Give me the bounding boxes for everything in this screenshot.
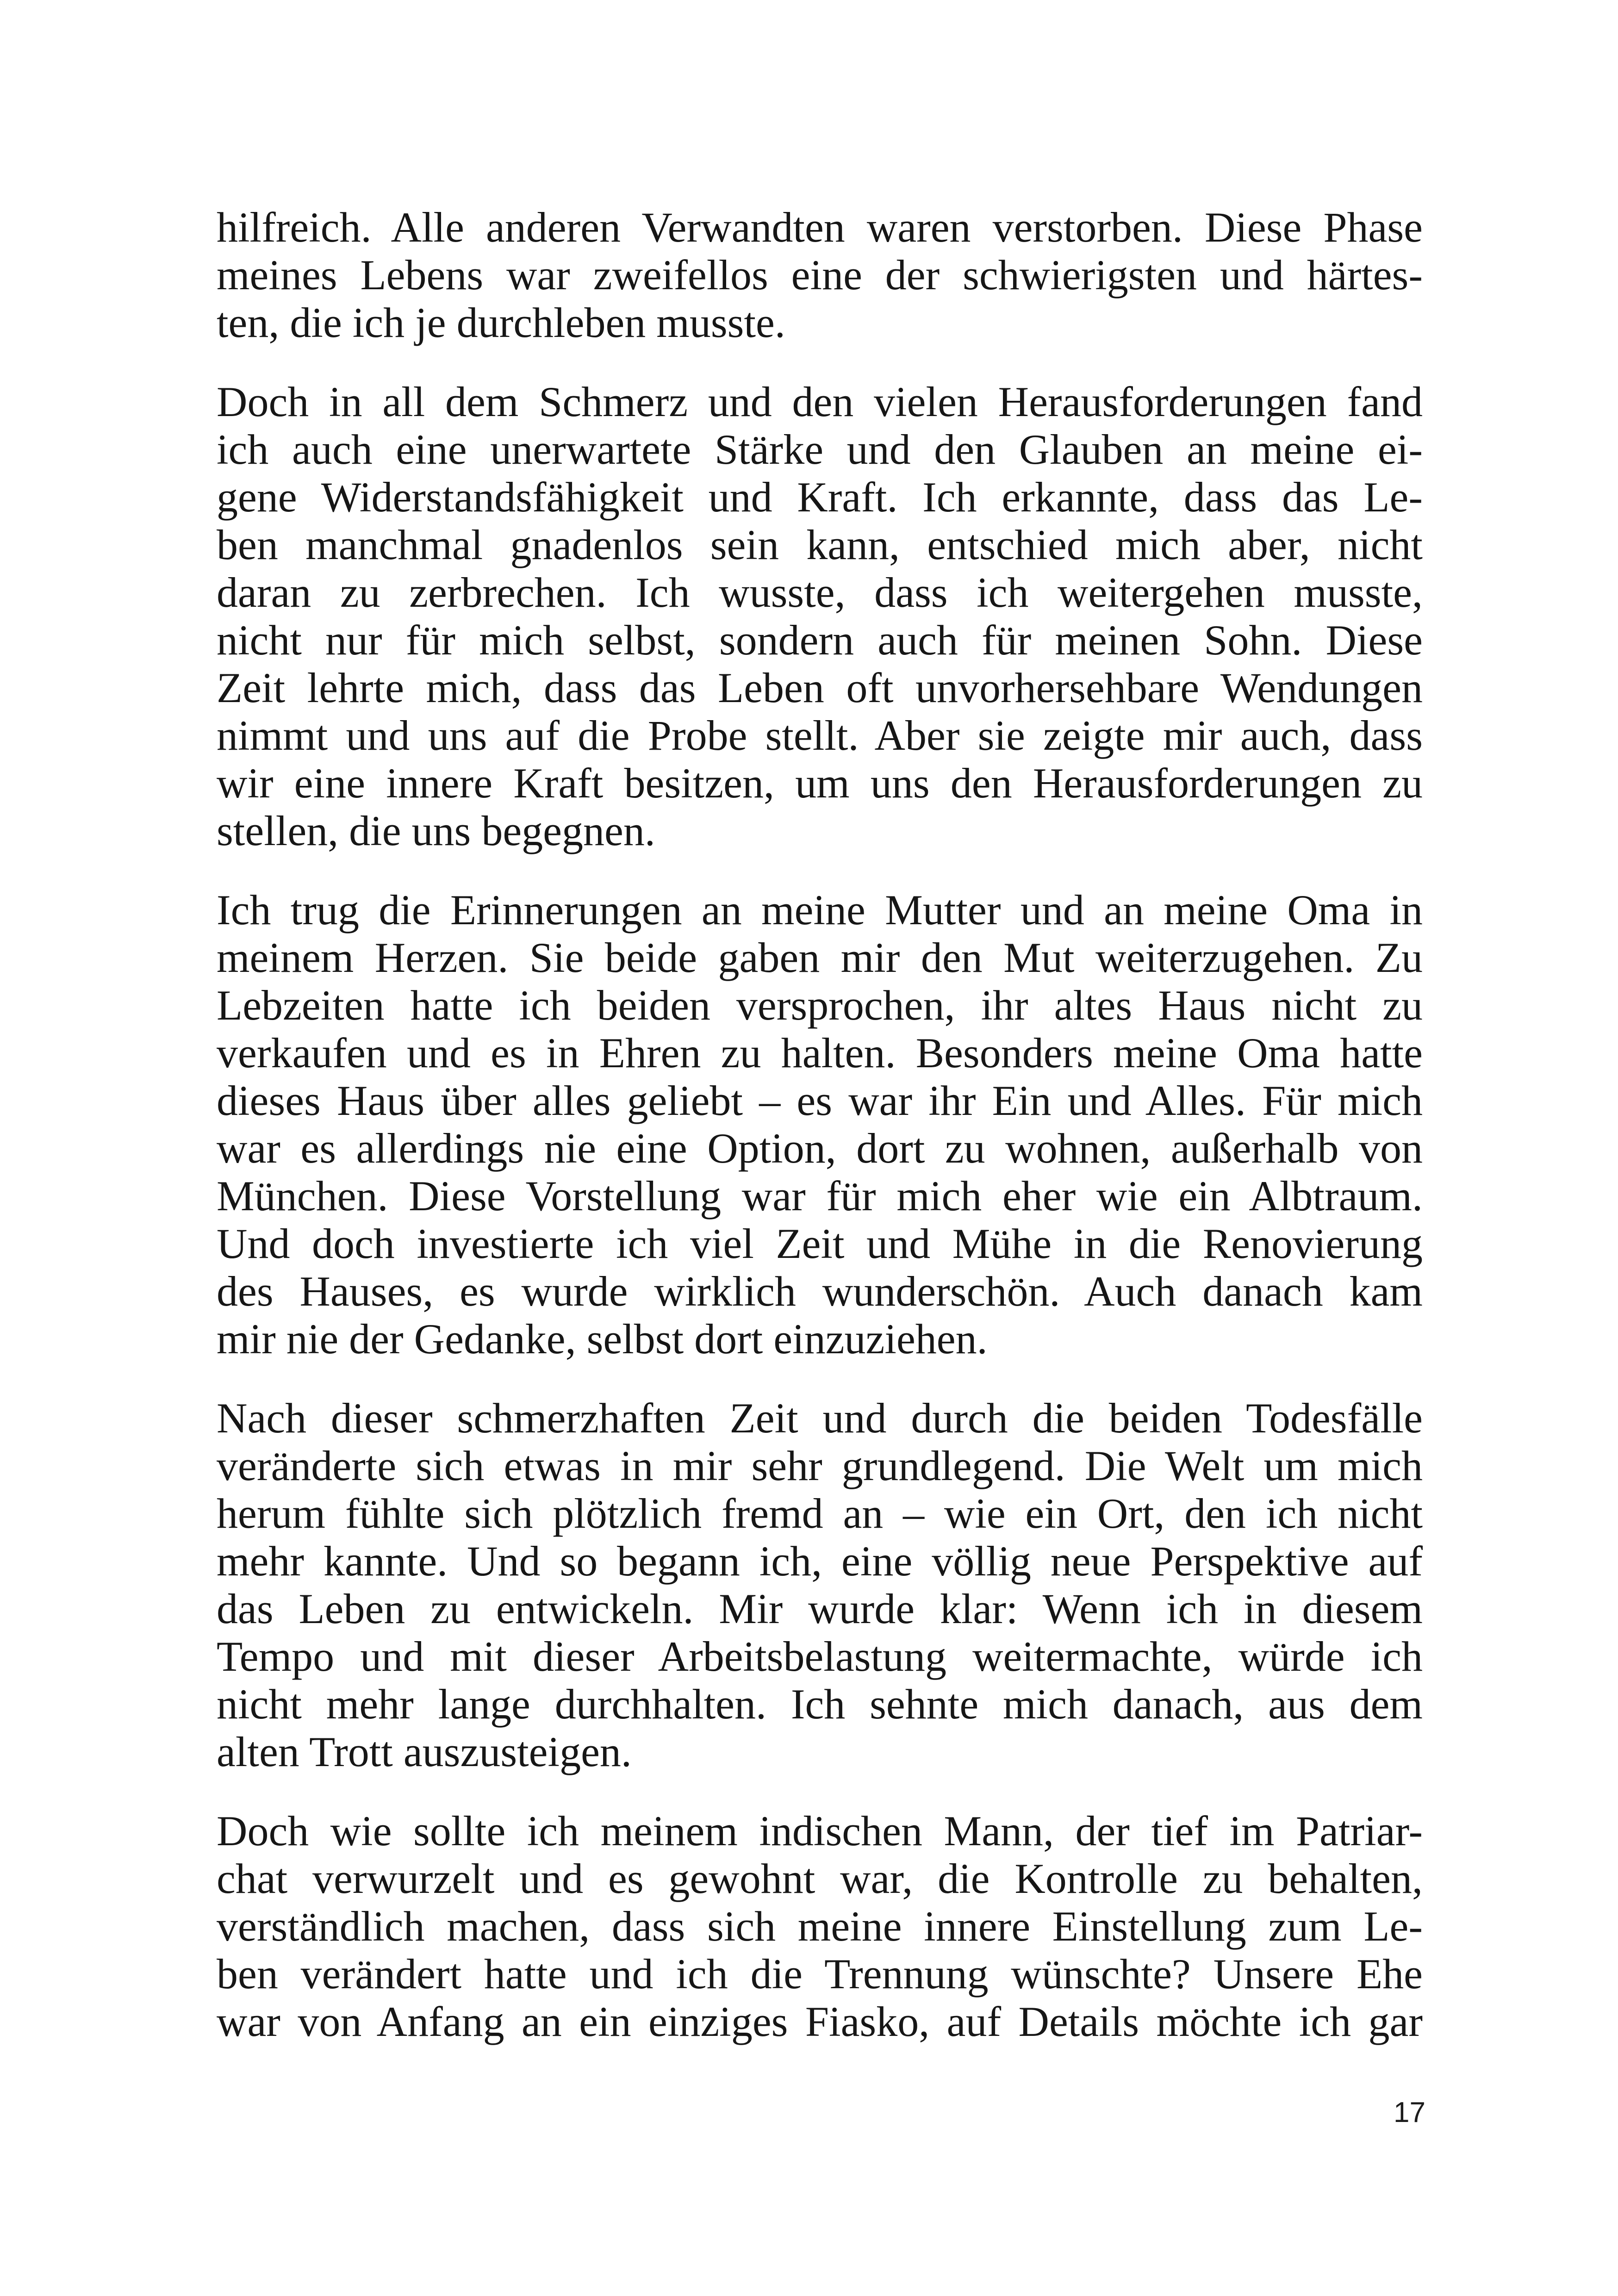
text-line: Zeit lehrte mich, dass das Leben oft unvorhersehbare Wendungen bbox=[217, 664, 1423, 711]
paragraph bbox=[217, 378, 1423, 855]
page-number: 17 bbox=[1394, 2097, 1425, 2128]
text-line: ben verändert hatte und ich die Trennung wünschte? Unsere Ehe bbox=[217, 1950, 1423, 1997]
text-line: hilfreich. Alle anderen Verwandten waren verstorben. Diese Phase bbox=[217, 204, 1423, 251]
paragraph bbox=[217, 1807, 1423, 2046]
text-line: verständlich machen, dass sich meine innere Einstellung zum Le- bbox=[217, 1903, 1423, 1950]
text-line: dieses Haus über alles geliebt – es war ihr Ein und Alles. Für mich bbox=[217, 1077, 1423, 1124]
text-line: Lebzeiten hatte ich beiden versprochen, ihr altes Haus nicht zu bbox=[217, 982, 1423, 1029]
text-line: Doch wie sollte ich meinem indischen Mann, der tief im Patriar- bbox=[217, 1807, 1423, 1854]
text-line: verkaufen und es in Ehren zu halten. Besonders meine Oma hatte bbox=[217, 1029, 1423, 1076]
text-line: mir nie der Gedanke, selbst dort einzuziehen. bbox=[217, 1315, 988, 1363]
text-line: nimmt und uns auf die Probe stellt. Aber sie zeigte mir auch, dass bbox=[217, 712, 1423, 759]
text-line: meines Lebens war zweifellos eine der schwierigsten und härtes- bbox=[217, 251, 1423, 299]
paragraph bbox=[217, 886, 1423, 1363]
text-line: herum fühlte sich plötzlich fremd an – wie ein Ort, den ich nicht bbox=[217, 1490, 1423, 1537]
text-line: München. Diese Vorstellung war für mich eher wie ein Albtraum. bbox=[217, 1172, 1423, 1220]
text-line: Tempo und mit dieser Arbeitsbelastung weitermachte, würde ich bbox=[217, 1633, 1423, 1680]
text-line: mehr kannte. Und so begann ich, eine völlig neue Perspektive auf bbox=[217, 1537, 1423, 1585]
text-line: Ich trug die Erinnerungen an meine Mutter und an meine Oma in bbox=[217, 886, 1423, 933]
text-line: veränderte sich etwas in mir sehr grundlegend. Die Welt um mich bbox=[217, 1442, 1423, 1489]
text-line: das Leben zu entwickeln. Mir wurde klar: Wenn ich in diesem bbox=[217, 1585, 1423, 1632]
text-line: alten Trott auszusteigen. bbox=[217, 1728, 632, 1775]
text-line: nicht mehr lange durchhalten. Ich sehnte mich danach, aus dem bbox=[217, 1680, 1423, 1728]
text-line: Und doch investierte ich viel Zeit und Mühe in die Renovierung bbox=[217, 1220, 1423, 1267]
text-line: Nach dieser schmerzhaften Zeit und durch die beiden Todesfälle bbox=[217, 1394, 1423, 1442]
text-line: chat verwurzelt und es gewohnt war, die Kontrolle zu behalten, bbox=[217, 1855, 1423, 1902]
page-body bbox=[217, 204, 1423, 2077]
text-line: daran zu zerbrechen. Ich wusste, dass ich weitergehen musste, bbox=[217, 569, 1423, 616]
text-line: war es allerdings nie eine Option, dort zu wohnen, außerhalb von bbox=[217, 1125, 1423, 1172]
paragraph bbox=[217, 204, 1423, 347]
text-line: ben manchmal gnadenlos sein kann, entschied mich aber, nicht bbox=[217, 521, 1423, 568]
text-line: ten, die ich je durchleben musste. bbox=[217, 299, 785, 346]
text-line: stellen, die uns begegnen. bbox=[217, 807, 655, 854]
text-line: des Hauses, es wurde wirklich wunderschön. Auch danach kam bbox=[217, 1268, 1423, 1315]
text-line: nicht nur für mich selbst, sondern auch für meinen Sohn. Diese bbox=[217, 616, 1423, 664]
text-line: meinem Herzen. Sie beide gaben mir den Mut weiterzugehen. Zu bbox=[217, 934, 1423, 981]
text-line: ich auch eine unerwartete Stärke und den Glauben an meine ei- bbox=[217, 426, 1423, 473]
text-line: wir eine innere Kraft besitzen, um uns den Herausforderungen zu bbox=[217, 759, 1423, 807]
text-line: gene Widerstandsfähigkeit und Kraft. Ich erkannte, dass das Le- bbox=[217, 473, 1423, 521]
text-line: Doch in all dem Schmerz und den vielen Herausforderungen fand bbox=[217, 378, 1423, 425]
paragraph bbox=[217, 1394, 1423, 1776]
text-line: war von Anfang an ein einziges Fiasko, auf Details möchte ich gar bbox=[217, 1998, 1423, 2045]
